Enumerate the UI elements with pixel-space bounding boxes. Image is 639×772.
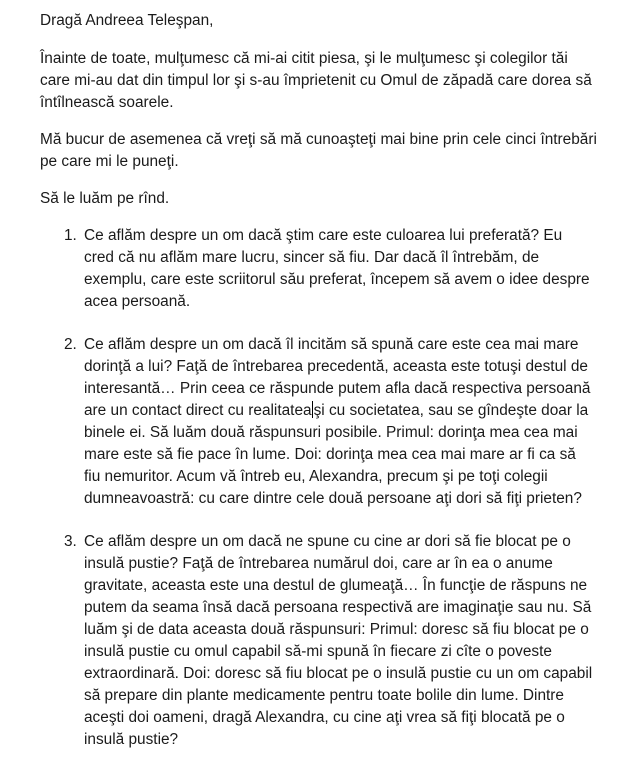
list-item-number: 3. [64, 533, 77, 550]
list-item [40, 531, 593, 751]
questions-list [40, 225, 600, 751]
list-item-text: Ce aflăm despre un om dacă ştim care este culoarea lui preferată? Eu cred că nu aflăm mare lucru, sincer să fiu. Dar dacă îl întrebăm, de exemplu, care este scriitorul său preferat, începem să avem o idee despre acea persoană. [84, 227, 590, 310]
letter-greeting: Dragă Andreea Teleşpan, [40, 12, 214, 29]
thanks-paragraph: Mă bucur de asemenea că vreţi să mă cunoaşteţi mai bine prin cele cinci întrebări pe care mi le puneţi. [40, 131, 597, 170]
list-item [40, 225, 593, 313]
text-cursor [312, 401, 313, 418]
list-item-text-part: Ce aflăm despre un om dacă îl incităm să spună care este cea mai mare dorinţă a lui? Faţă de întrebarea precedentă, aceasta este totuşi destul de interesantă… Prin ceea ce răspunde putem afla dacă respectiva persoană are un contact direct cu realitatea [84, 336, 591, 419]
list-item-number: 2. [64, 336, 77, 353]
transition-paragraph: Să le luăm pe rînd. [40, 190, 170, 207]
list-item-text: Ce aflăm despre un om dacă ne spune cu cine ar dori să fie blocat pe o insulă pustie? Faţă de întrebarea numărul doi, care ar în ea o anume gravitate, aceasta este una destul de glumeaţă… În funcţie de răspuns ne putem da seama însă dacă persoana respectivă are imaginaţie sau nu. Să luăm şi de data aceasta două răspunsuri: Primul: doresc să fiu blocat pe o insulă pustie cu omul capabil să-mi spună în fiecare zi cîte o poveste extraordinară. Doi: doresc să fiu blocat pe o insulă pustie cu un om capabil să prepare din plante medicamente pentru toate bolile din lume. Dintre aceşti doi oameni, dragă Alexandra, cu cine aţi vrea să fiţi blocată pe o insulă pustie? [84, 533, 593, 748]
intro-paragraph: Înainte de toate, mulţumesc că mi-ai citit piesa, şi le mulţumesc şi colegilor tăi care mi-au dat din timpul lor şi s-au împrietenit cu Omul de zăpadă care dorea să întîlnească soarele. [40, 50, 592, 111]
list-item-number: 1. [64, 227, 77, 244]
list-item-text-part: şi cu societatea, sau se gîndeşte doar la binele ei. Să luăm două răspunsuri posibile. Primul: dorinţa mea cea mai mare este să fie pace în lume. Doi: dorinţa mea cea mai mare ar fi ca să fiu nemuritor. Acum vă întreb eu, Alexandra, precum şi pe toţi colegii dumneavoastră: cu care dintre cele două persoane aţi dori să fiţi prieten? [84, 402, 589, 507]
list-item-text [84, 336, 591, 507]
list-item [40, 334, 593, 510]
document-page[interactable] [40, 10, 600, 772]
